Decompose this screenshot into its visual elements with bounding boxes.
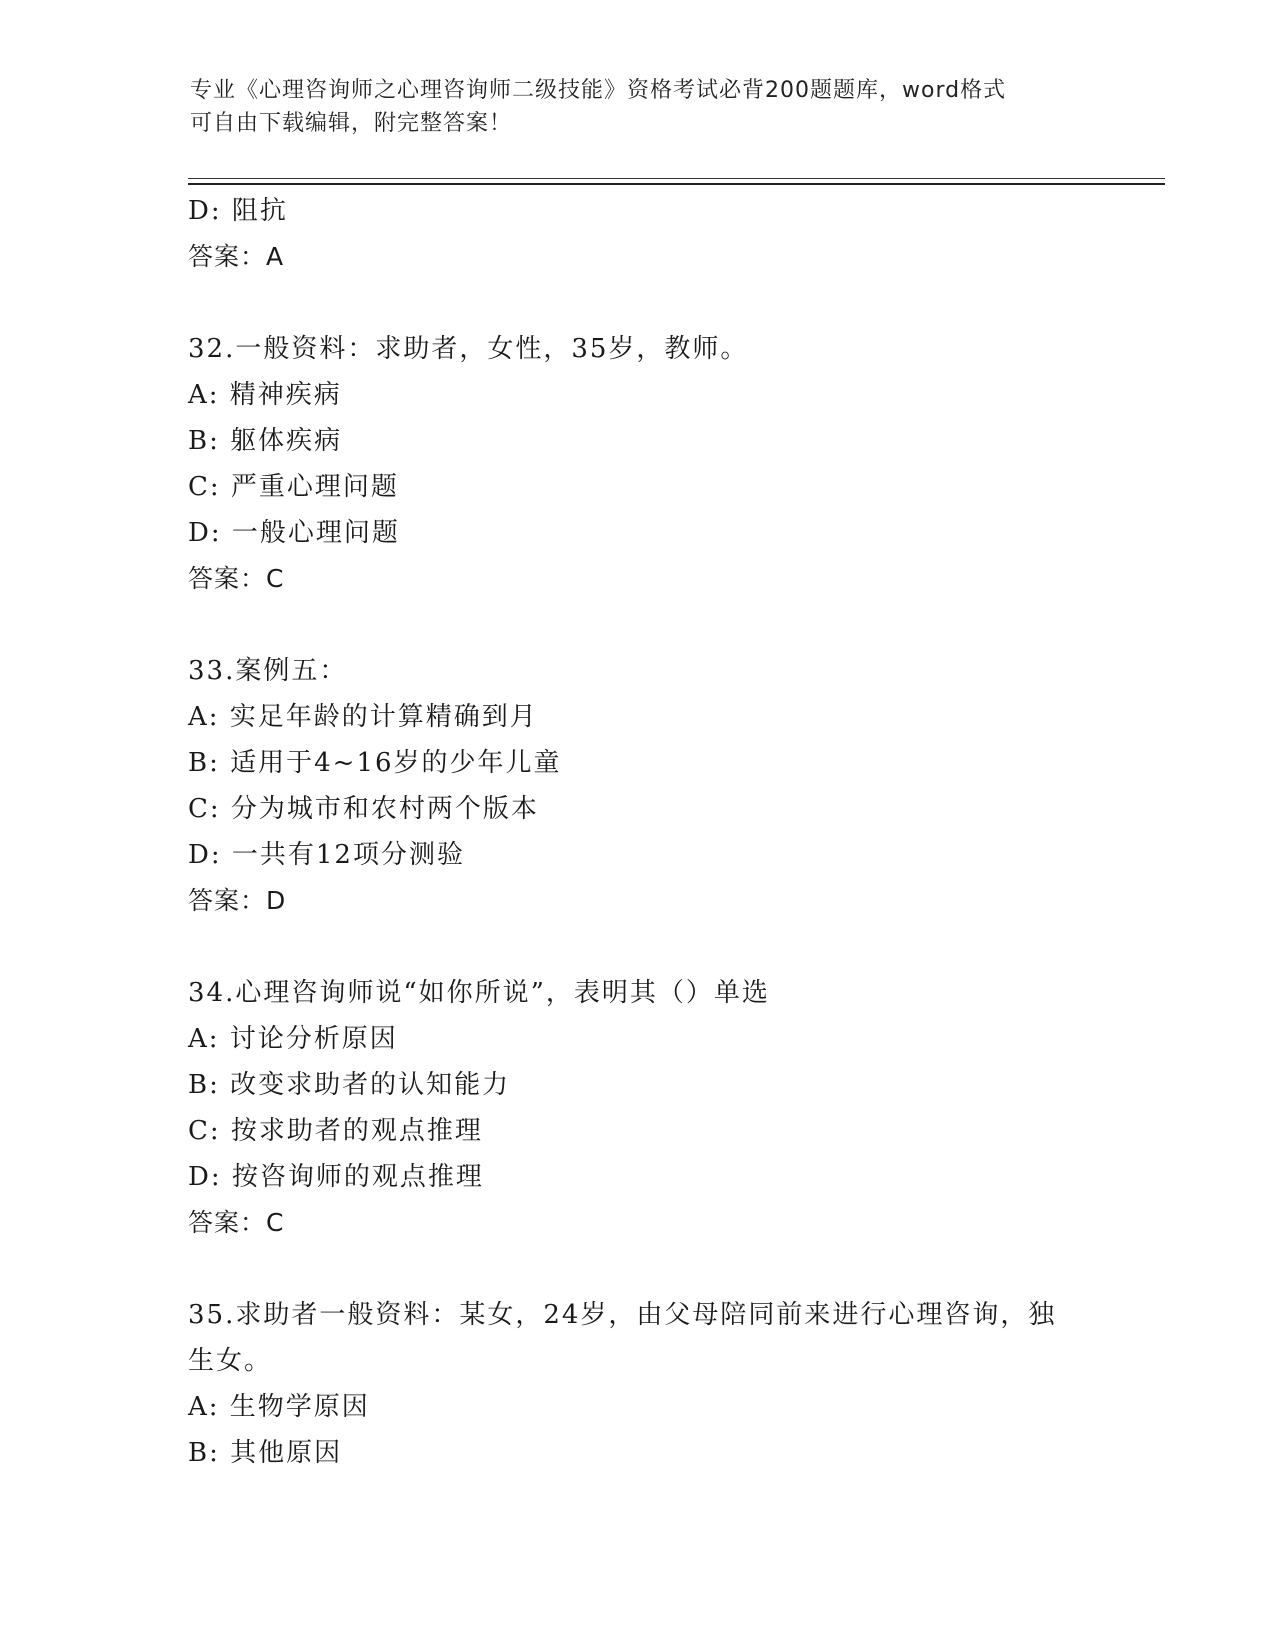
option-d: D: 阻抗 (188, 196, 288, 226)
option-a: A: 精神疾病 (188, 380, 342, 410)
spacer (188, 280, 1108, 326)
option-b: B: 躯体疾病 (188, 426, 343, 456)
option-c: C: 分为城市和农村两个版本 (188, 794, 539, 824)
spacer (188, 924, 1108, 970)
header-line-1: 专业《心理咨询师之心理咨询师二级技能》资格考试必背200题题库，word格式 (190, 78, 1007, 103)
question-block-33 (188, 648, 1108, 924)
header-divider-thick (188, 183, 1165, 185)
option-b: B: 其他原因 (188, 1438, 343, 1468)
answer-line: 答案：C (188, 1208, 285, 1237)
question-text-line-2: 生女。 (188, 1346, 273, 1376)
question-text: 33.案例五： (188, 656, 348, 686)
question-block-34 (188, 970, 1108, 1246)
question-text: 34.心理咨询师说“如你所说”，表明其（）单选 (188, 978, 770, 1008)
question-block-32 (188, 326, 1108, 602)
header-line-2: 可自由下载编辑，附完整答案！ (190, 111, 513, 136)
option-a: A: 讨论分析原因 (188, 1024, 398, 1054)
option-a: A: 实足年龄的计算精确到月 (188, 702, 538, 732)
option-b: B: 适用于4~16岁的少年儿童 (188, 748, 562, 778)
question-text: 32.一般资料：求助者，女性，35岁，教师。 (188, 334, 749, 364)
spacer (188, 602, 1108, 648)
question-list (188, 188, 1108, 1476)
question-text-line-1: 35.求助者一般资料：某女，24岁，由父母陪同前来进行心理咨询，独 (188, 1300, 1057, 1330)
document-header (190, 74, 1090, 140)
option-d: D: 一般心理问题 (188, 518, 400, 548)
option-a: A: 生物学原因 (188, 1392, 370, 1422)
option-c: C: 严重心理问题 (188, 472, 399, 502)
answer-line: 答案：C (188, 564, 285, 593)
spacer (188, 1246, 1108, 1292)
answer-line: 答案：A (188, 242, 285, 271)
question-block-31-tail (188, 188, 1108, 280)
question-block-35 (188, 1292, 1108, 1476)
answer-line: 答案：D (188, 886, 287, 915)
option-d: D: 一共有12项分测验 (188, 840, 465, 870)
option-b: B: 改变求助者的认知能力 (188, 1070, 511, 1100)
option-c: C: 按求助者的观点推理 (188, 1116, 483, 1146)
option-d: D: 按咨询师的观点推理 (188, 1162, 484, 1192)
header-divider-thin (188, 178, 1165, 179)
